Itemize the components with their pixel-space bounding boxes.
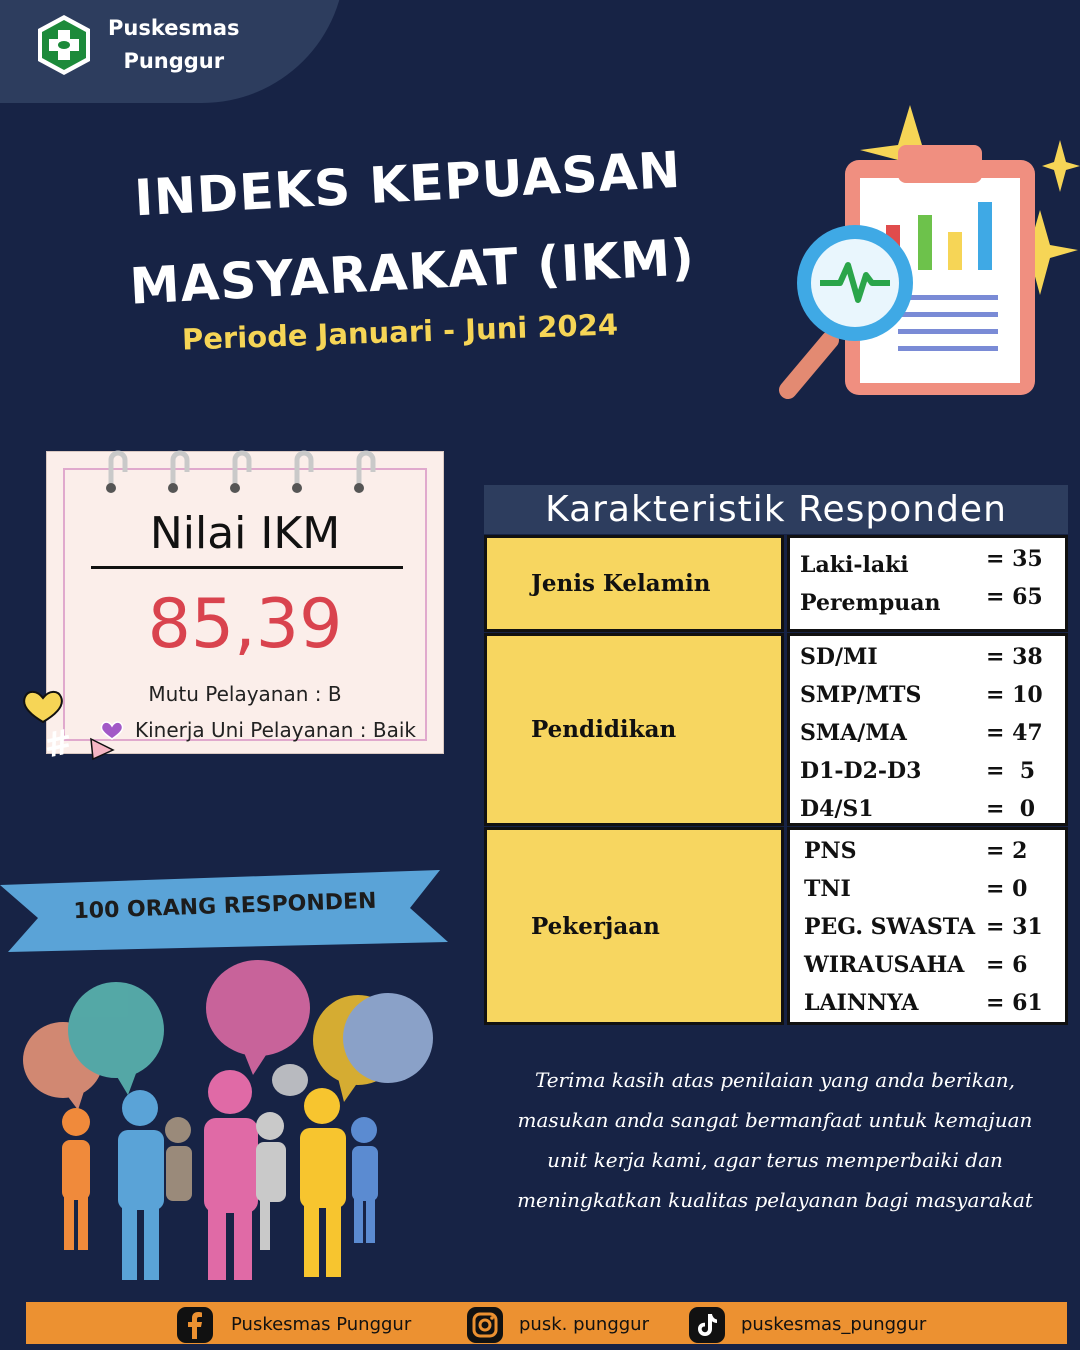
- binder-ring-icon: [351, 446, 381, 496]
- item-value: = 0: [986, 876, 1028, 902]
- ikm-label: Nilai IKM: [149, 508, 341, 559]
- list-item: [804, 870, 1059, 908]
- tiktok-link[interactable]: puskesmas_punggur: [741, 1314, 927, 1335]
- ikm-divider: [91, 566, 403, 569]
- social-footer: [26, 1302, 1067, 1344]
- title-line-1: INDEKS KEPUASAN: [132, 140, 683, 228]
- page-title: [66, 122, 754, 333]
- tiktok-icon[interactable]: [688, 1306, 726, 1344]
- instagram-link[interactable]: pusk. punggur: [519, 1314, 649, 1335]
- list-item: [800, 638, 1059, 676]
- item-value: = 0: [986, 796, 1036, 822]
- item-label: SD/MI: [800, 644, 878, 670]
- category-label: Pendidikan: [484, 633, 784, 826]
- facebook-link[interactable]: Puskesmas Punggur: [231, 1314, 412, 1335]
- item-value: = 5: [986, 758, 1036, 784]
- item-label: TNI: [804, 876, 851, 902]
- item-value: = 38: [986, 644, 1043, 670]
- category-label: Pekerjaan: [484, 827, 784, 1025]
- characteristics-row-education: [484, 633, 1068, 826]
- ikm-card-border: [63, 468, 427, 741]
- brand-line-2: Punggur: [123, 49, 225, 73]
- brand-name: [108, 12, 240, 78]
- item-value: = 6: [986, 952, 1028, 978]
- respondents-count: 100 ORANG RESPONDEN: [73, 888, 377, 925]
- item-value: = 35: [986, 546, 1043, 572]
- item-label: WIRAUSAHA: [804, 952, 965, 978]
- list-item: [800, 752, 1059, 790]
- item-value: = 2: [986, 838, 1028, 864]
- list-item: [800, 584, 1059, 622]
- brand-line-1: Puskesmas: [108, 16, 240, 40]
- list-item: [804, 908, 1059, 946]
- item-value: = 61: [986, 990, 1043, 1016]
- service-quality: Mutu Pelayanan : B: [148, 682, 342, 706]
- instagram-icon[interactable]: [466, 1306, 504, 1344]
- list-item: [804, 984, 1059, 1022]
- list-item: [804, 946, 1059, 984]
- item-label: SMA/MA: [800, 720, 907, 746]
- binder-ring-icon: [289, 446, 319, 496]
- item-label: Perempuan: [800, 590, 941, 616]
- ikm-value: 85,39: [147, 585, 343, 664]
- item-value: = 10: [986, 682, 1043, 708]
- item-value: = 47: [986, 720, 1043, 746]
- title-line-2: MASYARAKAT (IKM): [128, 228, 697, 316]
- binder-ring-icon: [165, 446, 195, 496]
- binder-ring-icon: [227, 446, 257, 496]
- item-label: D1-D2-D3: [800, 758, 922, 784]
- characteristics-row-gender: [484, 535, 1068, 632]
- clipboard-chart-icon: [760, 100, 1080, 410]
- item-label: D4/S1: [800, 796, 874, 822]
- binder-ring-icon: [103, 446, 133, 496]
- people-crowd-icon: [18, 960, 448, 1280]
- puskesmas-logo-icon: [34, 13, 94, 77]
- hash-decoration-icon: #: [40, 721, 77, 767]
- item-label: Laki-laki: [800, 552, 909, 578]
- facebook-icon[interactable]: [176, 1306, 214, 1344]
- thank-you-message: Terima kasih atas penilaian yang anda berikan, masukan anda sangat bermanfaat untuk kemajuan unit kerja kami, agar terus memperbaiki dan meningkatkan kualitas pelayanan bagi masyarakat: [517, 1068, 1033, 1212]
- period-subtitle: Periode Januari - Juni 2024: [181, 307, 619, 357]
- list-item: [800, 790, 1059, 828]
- heart-icon: [20, 688, 66, 724]
- ikm-score-card: [46, 451, 444, 754]
- item-label: PNS: [804, 838, 857, 864]
- list-item: [800, 676, 1059, 714]
- characteristics-row-occupation: [484, 827, 1068, 1025]
- item-value: = 31: [986, 914, 1043, 940]
- category-values: [787, 633, 1068, 826]
- triangle-decoration-icon: [88, 736, 116, 762]
- category-values: [787, 535, 1068, 632]
- item-label: LAINNYA: [804, 990, 919, 1016]
- list-item: [800, 714, 1059, 752]
- item-value: = 65: [986, 584, 1043, 610]
- item-label: SMP/MTS: [800, 682, 922, 708]
- category-label: Jenis Kelamin: [484, 535, 784, 632]
- list-item: [804, 832, 1059, 870]
- characteristics-title: Karakteristik Responden: [484, 485, 1068, 534]
- item-label: PEG. SWASTA: [804, 914, 976, 940]
- category-values: [787, 827, 1068, 1025]
- service-performance: Kinerja Uni Pelayanan : Baik: [135, 718, 417, 742]
